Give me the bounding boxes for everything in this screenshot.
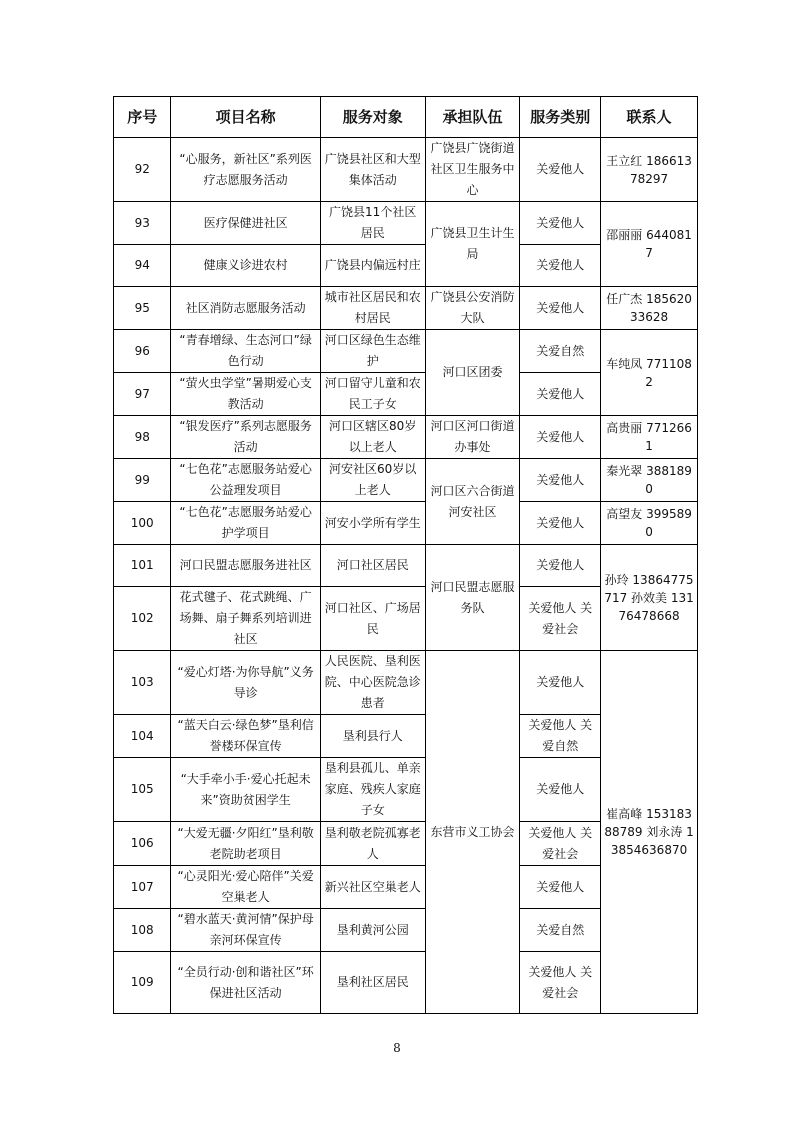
- row-service-target: 城市社区居民和农村居民: [320, 287, 425, 330]
- row-project-name: “银发医疗”系列志愿服务活动: [171, 416, 320, 459]
- header-category: 服务类别: [520, 97, 601, 138]
- row-service-target: 垦利社区居民: [320, 952, 425, 1014]
- row-service-target: 广饶县社区和大型集体活动: [320, 138, 425, 202]
- row-no: 108: [114, 909, 171, 952]
- row-project-name: 医疗保健进社区: [171, 202, 320, 245]
- row-no: 101: [114, 545, 171, 587]
- row-category: 关爱他人: [520, 245, 601, 287]
- row-project-name: 健康义诊进农村: [171, 245, 320, 287]
- row-service-target: 新兴社区空巢老人: [320, 866, 425, 909]
- table-row: [114, 416, 698, 459]
- table-row: [114, 502, 698, 545]
- row-service-target: 广饶县11个社区居民: [320, 202, 425, 245]
- row-category: 关爱他人 关爱社会: [520, 822, 601, 866]
- row-project-name: “全员行动·创和谐社区”环保进社区活动: [171, 952, 320, 1014]
- row-project-name: 社区消防志愿服务活动: [171, 287, 320, 330]
- row-service-target: 垦利敬老院孤寡老人: [320, 822, 425, 866]
- row-team: 东营市义工协会: [425, 651, 520, 1014]
- row-service-target: 河安小学所有学生: [320, 502, 425, 545]
- row-no: 106: [114, 822, 171, 866]
- row-service-target: 河口社区、广场居民: [320, 587, 425, 651]
- row-category: 关爱他人: [520, 202, 601, 245]
- table-row: [114, 330, 698, 373]
- row-service-target: 河口留守儿童和农民工子女: [320, 373, 425, 416]
- row-service-target: 人民医院、垦利医院、中心医院急诊患者: [320, 651, 425, 715]
- row-no: 104: [114, 715, 171, 758]
- row-project-name: “七色花”志愿服务站爱心公益理发项目: [171, 459, 320, 502]
- row-project-name: “大爱无疆·夕阳红”垦利敬老院助老项目: [171, 822, 320, 866]
- row-project-name: 花式毽子、花式跳绳、广场舞、扇子舞系列培训进社区: [171, 587, 320, 651]
- row-contact: 车纯凤 7711082: [601, 330, 698, 416]
- row-contact: 秦光翠 3881890: [601, 459, 698, 502]
- row-project-name: “心灵阳光·爱心陪伴”关爱空巢老人: [171, 866, 320, 909]
- row-category: 关爱他人: [520, 651, 601, 715]
- row-no: 96: [114, 330, 171, 373]
- header-service-target: 服务对象: [320, 97, 425, 138]
- row-team: 河口区河口街道办事处: [425, 416, 520, 459]
- row-project-name: “爱心灯塔·为你导航”义务导诊: [171, 651, 320, 715]
- row-project-name: “碧水蓝天·黄河情”保护母亲河环保宣传: [171, 909, 320, 952]
- row-project-name: “心服务，新社区”系列医疗志愿服务活动: [171, 138, 320, 202]
- row-contact: 高望友 3995890: [601, 502, 698, 545]
- row-category: 关爱他人 关爱自然: [520, 715, 601, 758]
- row-no: 107: [114, 866, 171, 909]
- row-project-name: “大手牵小手·爱心托起未来”资助贫困学生: [171, 758, 320, 822]
- row-team: 广饶县广饶街道社区卫生服务中心: [425, 138, 520, 202]
- row-no: 97: [114, 373, 171, 416]
- row-service-target: 河口区绿色生态维护: [320, 330, 425, 373]
- row-project-name: “七色花”志愿服务站爱心护学项目: [171, 502, 320, 545]
- row-category: 关爱他人: [520, 502, 601, 545]
- row-contact: 邵丽丽 6440817: [601, 202, 698, 287]
- header-contact: 联系人: [601, 97, 698, 138]
- row-service-target: 垦利黄河公园: [320, 909, 425, 952]
- row-category: 关爱自然: [520, 330, 601, 373]
- row-team: 河口区团委: [425, 330, 520, 416]
- row-no: 109: [114, 952, 171, 1014]
- row-no: 103: [114, 651, 171, 715]
- table-row: [114, 545, 698, 587]
- row-service-target: 垦利县孤儿、单亲家庭、残疾人家庭子女: [320, 758, 425, 822]
- table-row: [114, 138, 698, 202]
- row-team: 河口民盟志愿服务队: [425, 545, 520, 651]
- row-category: 关爱他人: [520, 138, 601, 202]
- service-projects-table: [113, 96, 698, 1014]
- row-category: 关爱他人: [520, 287, 601, 330]
- row-contact: 孙玲 13864775717 孙效美 13176478668: [601, 545, 698, 651]
- table-row: [114, 202, 698, 245]
- row-project-name: 河口民盟志愿服务进社区: [171, 545, 320, 587]
- row-no: 98: [114, 416, 171, 459]
- row-category: 关爱自然: [520, 909, 601, 952]
- row-no: 105: [114, 758, 171, 822]
- row-category: 关爱他人 关爱社会: [520, 952, 601, 1014]
- row-contact: 崔高峰 15318388789 刘永涛 13854636870: [601, 651, 698, 1014]
- page-number: 8: [393, 1041, 401, 1055]
- row-project-name: “萤火虫学堂”暑期爱心支教活动: [171, 373, 320, 416]
- row-category: 关爱他人: [520, 545, 601, 587]
- table-row: [114, 459, 698, 502]
- row-service-target: 河口社区居民: [320, 545, 425, 587]
- header-no: 序号: [114, 97, 171, 138]
- row-team: 广饶县卫生计生局: [425, 202, 520, 287]
- table-header-row: [114, 97, 698, 138]
- header-team: 承担队伍: [425, 97, 520, 138]
- row-team: 河口区六合街道河安社区: [425, 459, 520, 545]
- row-service-target: 广饶县内偏远村庄: [320, 245, 425, 287]
- row-no: 94: [114, 245, 171, 287]
- row-team: 广饶县公安消防大队: [425, 287, 520, 330]
- row-service-target: 垦利县行人: [320, 715, 425, 758]
- row-category: 关爱他人: [520, 459, 601, 502]
- row-no: 93: [114, 202, 171, 245]
- table-row: [114, 287, 698, 330]
- row-project-name: “青春增绿、生态河口”绿色行动: [171, 330, 320, 373]
- row-no: 92: [114, 138, 171, 202]
- row-project-name: “蓝天白云·绿色梦”垦利信誉楼环保宣传: [171, 715, 320, 758]
- row-no: 102: [114, 587, 171, 651]
- row-category: 关爱他人: [520, 758, 601, 822]
- row-category: 关爱他人: [520, 373, 601, 416]
- row-contact: 高贵丽 7712661: [601, 416, 698, 459]
- row-contact: 王立红 18661378297: [601, 138, 698, 202]
- row-category: 关爱他人: [520, 866, 601, 909]
- row-service-target: 河口区辖区80岁以上老人: [320, 416, 425, 459]
- row-category: 关爱他人: [520, 416, 601, 459]
- row-no: 99: [114, 459, 171, 502]
- row-no: 95: [114, 287, 171, 330]
- header-project-name: 项目名称: [171, 97, 320, 138]
- table-row: [114, 651, 698, 715]
- row-service-target: 河安社区60岁以上老人: [320, 459, 425, 502]
- row-category: 关爱他人 关爱社会: [520, 587, 601, 651]
- row-no: 100: [114, 502, 171, 545]
- row-contact: 任广杰 18562033628: [601, 287, 698, 330]
